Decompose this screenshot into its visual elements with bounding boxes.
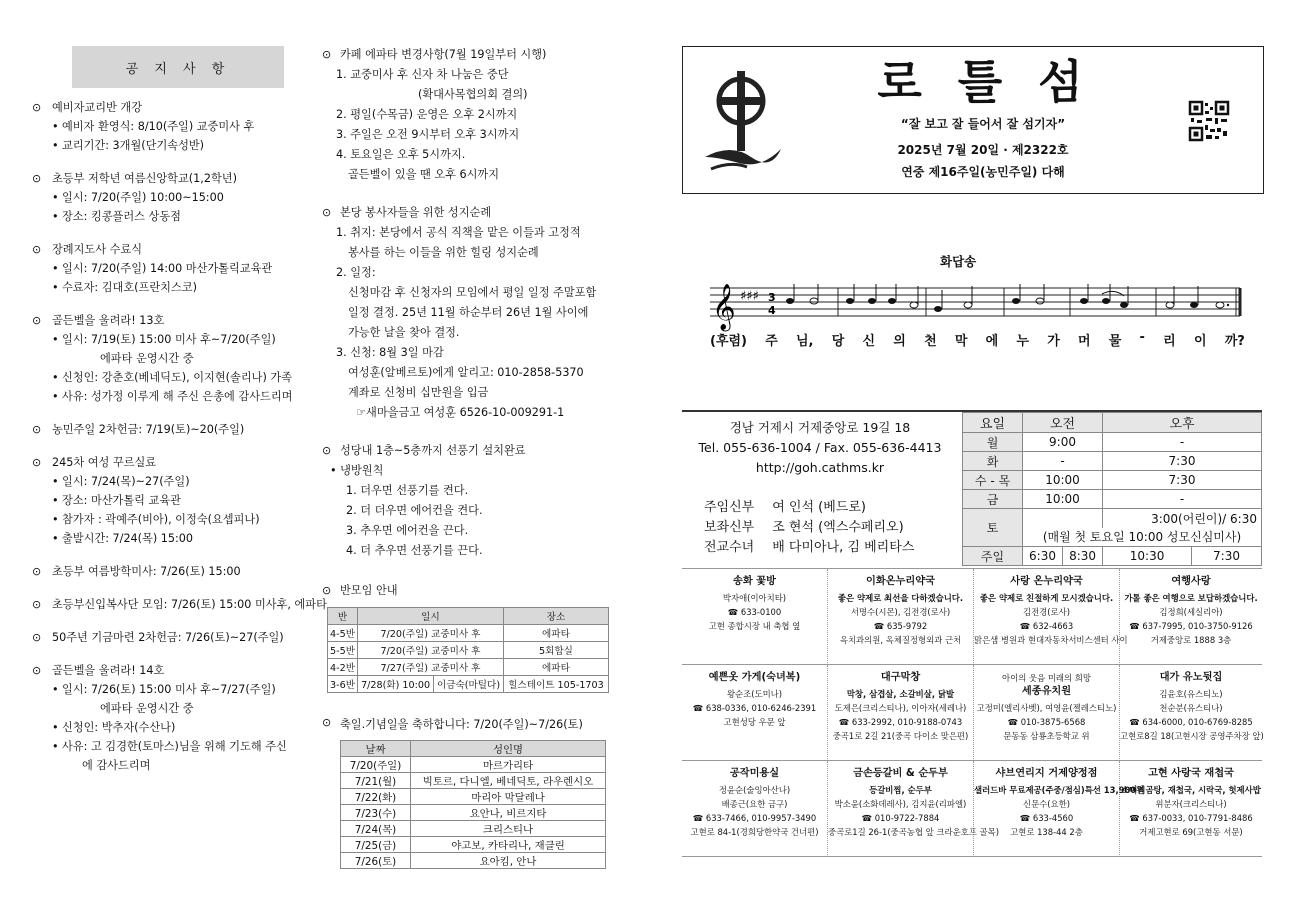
masthead-title: 로 틀 섬 xyxy=(877,55,1093,109)
lyric-syllable: 의 xyxy=(893,334,906,349)
pilgrimage-line: 신청마감 후 신청자의 모임에서 평일 일정 주말포함 xyxy=(348,286,597,299)
ad-line: 천순분(유스티나) xyxy=(1159,703,1223,713)
ad-line: 서명수(시몬), 김전경(로사) xyxy=(850,607,951,617)
bullet-icon: ⊙ xyxy=(322,716,332,729)
ad-line: 맑은샘 병원과 현대자동차서비스센터 사이 xyxy=(974,635,1128,645)
notice-heading: 50주년 기금마련 2차헌금: 7/26(토)~27(주일) xyxy=(52,631,284,644)
notice-item: • 장소: 킹콩플러스 상동점 xyxy=(32,207,322,226)
ad-slogan: 등갈비찜, 순두부 xyxy=(869,785,932,795)
notice-item: • 신청인: 박추자(수산나) xyxy=(32,718,322,737)
feast-heading: 축일.기념일을 축하합니다: 7/20(주일)~7/26(토) xyxy=(340,718,583,731)
feast-header: 날짜 xyxy=(341,741,411,757)
cafe-line: 2. 평일(수목금) 운영은 오후 2시까지 xyxy=(336,108,518,121)
pilgrimage-line: 3. 신청: 8월 3일 마감 xyxy=(336,346,444,359)
svg-text:3: 3 xyxy=(768,291,776,304)
psalm-title: 화답송 xyxy=(940,254,977,269)
fan-section xyxy=(322,441,630,461)
groups-header: 장소 xyxy=(503,608,608,625)
ad-line: ☎ 637-7995, 010-3750-9126 xyxy=(1129,621,1253,631)
table-row: 7/24(목) 크리스티나 xyxy=(341,821,606,837)
ad-name: 고현 사랑국 재첩국 xyxy=(1148,768,1234,779)
parish-phone: Tel. 055-636-1004 / Fax. 055-636-4413 xyxy=(698,440,942,455)
notice-title: 공 지 사 항 xyxy=(72,46,284,88)
notice-continuation: 에파타 운영시간 중 xyxy=(100,702,194,715)
notice-item-text: 신청인: 박추자(수산나) xyxy=(62,721,176,734)
bullet-icon: ⊙ xyxy=(32,172,42,185)
lyric-syllable: (후렴) xyxy=(710,334,747,349)
ad-name: 이화온누리약국 xyxy=(866,576,935,587)
cafe-line: 골든벨이 있을 땐 오후 6시까지 xyxy=(348,168,500,181)
notice-continuation: 에파타 운영시간 중 xyxy=(100,352,194,365)
lyric-syllable: - xyxy=(1139,330,1145,345)
qr-code-icon xyxy=(1189,101,1229,141)
ad-line: 고정미(엘리사벳), 여영윤(젤레스티노) xyxy=(976,703,1117,713)
lyric-syllable: 에 xyxy=(985,334,999,349)
ad-line: ☎ 633-4560 xyxy=(1019,813,1074,823)
notice-heading: 골든벨을 울려라! 13호 xyxy=(52,314,165,327)
parish-info xyxy=(682,410,1262,566)
table-row: 7/21(월) 빅토르, 다니엘, 베네딕토, 라우렌시오 xyxy=(341,773,606,789)
ad-line: 중곡로1길 26-1(중곡농협 앞 크라운호프 골목) xyxy=(828,827,999,837)
ad-grid xyxy=(682,568,1262,857)
bullet-icon: ⊙ xyxy=(32,243,42,256)
notice-section xyxy=(32,595,327,614)
bullet-icon: ⊙ xyxy=(322,48,332,61)
staff-row: 보좌신부 조 현석 (엑스수페리오) xyxy=(704,520,904,535)
feast-section xyxy=(322,716,583,732)
table-row: 5-5반 7/20(주일) 교중미사 후 5회합실 xyxy=(328,642,609,659)
ad-card xyxy=(974,665,1120,761)
ad-line: 박소윤(소화데레사), 김지윤(리파엘) xyxy=(834,799,967,809)
feast-header: 성인명 xyxy=(411,741,606,757)
ad-line: 정윤순(술잉아산나) xyxy=(718,785,791,795)
groups-header: 반 xyxy=(328,608,358,625)
notice-heading: 초등부 저학년 여름신앙학교(1,2학년) xyxy=(52,172,237,185)
lyric-syllable: 리 xyxy=(1163,334,1176,349)
ad-line: ☎ 633-0100 xyxy=(727,607,782,617)
ad-line: 고현로 84-1(경희당한약국 건너편) xyxy=(690,827,819,837)
notice-section xyxy=(32,628,322,647)
ad-line: 김윤호(유스티노) xyxy=(1159,689,1223,699)
lyric-syllable: 당 xyxy=(831,334,845,349)
ad-card xyxy=(828,761,999,857)
table-row: 7/26(토) 요아킴, 안나 xyxy=(341,853,606,869)
ad-slogan: 소머리곰탕, 재첩국, 시락국, 헛제사밥 xyxy=(1121,785,1261,795)
notice-heading: 골든벨을 울려라! 14호 xyxy=(52,664,165,677)
notice-item-text: 장소: 킹콩플러스 상동점 xyxy=(62,210,181,223)
ad-line: ☎ 010-3875-6568 xyxy=(1007,717,1086,727)
psalm-lyrics xyxy=(710,330,1245,349)
announcement-column xyxy=(322,45,630,601)
ad-line: 고현로 138-44 2층 xyxy=(1010,827,1083,837)
music-score xyxy=(710,280,1245,328)
ad-line: ☎ 637-0033, 010-7791-8486 xyxy=(1129,813,1253,823)
parish-contact xyxy=(682,418,958,478)
notice-item: • 신청인: 강춘호(베네딕도), 이지현(솔리나) 가족 xyxy=(32,368,322,387)
ad-line: ☎ 633-7466, 010-9957-3490 xyxy=(692,813,817,823)
ad-name: 대가 유노뒷집 xyxy=(1159,672,1223,683)
mass-schedule-table: 요일 오전 오후 월 9:00 - 화 - 7:30 수 - 목 10:00 7:30 금 10:00 - 토 3:00(어린이)/ 6:30 (매월 첫 토요일 10:00 성모신심미사) 주일 6:30 8:30 10:30 7:30 xyxy=(962,412,1262,566)
bullet-icon: ⊙ xyxy=(32,598,42,611)
notice-item: • 장소: 마산가톨릭 교육관 xyxy=(32,491,322,510)
ad-name: 샤브연리지 거제양정점 xyxy=(995,768,1098,779)
lyric-syllable: 이 xyxy=(1193,334,1207,349)
cafe-section xyxy=(322,45,630,65)
staff-row: 전교수녀 배 다미아나, 김 베리타스 xyxy=(704,540,915,555)
feast-table xyxy=(340,740,606,869)
ad-line: 거제중앙로 1888 3층 xyxy=(1150,635,1232,645)
pilgrimage-line: 2. 일정: xyxy=(336,266,376,279)
notice-heading: 초등부 여름방학미사: 7/26(토) 15:00 xyxy=(52,565,241,578)
lyric-syllable: 주 xyxy=(765,334,778,349)
notice-item-text: 수료자: 김대호(프란치스코) xyxy=(62,281,197,294)
ad-line: ☎ 633-2992, 010-9188-0743 xyxy=(838,717,963,727)
notice-item-text: 일시: 7/24(목)~27(주일) xyxy=(62,475,190,488)
pilgrimage-line: 가능한 날을 찾아 결정. xyxy=(348,326,460,339)
notice-item: • 일시: 7/24(목)~27(주일) xyxy=(32,472,322,491)
notice-item-text: 일시: 7/19(토) 15:00 미사 후~7/20(주일) xyxy=(62,333,276,346)
notice-item-text: 예비자 환영식: 8/10(주일) 교중미사 후 xyxy=(62,120,255,133)
ad-line: 김전경(로사) xyxy=(1023,607,1070,617)
fan-line: 2. 더 더우면 에어컨을 켠다. xyxy=(346,504,483,517)
ad-line: 문동동 삼룡초등학교 위 xyxy=(1003,731,1090,741)
table-row: 7/25(금) 야고보, 카타리나, 재클린 xyxy=(341,837,606,853)
ad-line: ☎ 638-0336, 010-6246-2391 xyxy=(692,703,817,713)
notice-heading: 장례지도사 수료식 xyxy=(52,243,143,256)
pilgrimage-heading: 본당 봉사자들을 위한 성지순례 xyxy=(340,206,492,219)
ad-card xyxy=(1120,569,1262,665)
notice-section xyxy=(32,661,322,775)
notice-item-text: 사유: 성가정 이루게 해 주신 은총에 감사드리며 xyxy=(62,390,293,403)
lyric-syllable: 머 xyxy=(1077,334,1091,349)
notice-item: • 사유: 고 김경한(토마스)님을 위해 기도해 주신 xyxy=(32,737,322,756)
pilgrimage-line: 봉사를 하는 이들을 위한 힐링 성지순례 xyxy=(348,246,539,259)
parish-staff xyxy=(704,498,914,558)
ad-card xyxy=(1120,665,1262,761)
ad-slogan: 가톨 좋은 여행으로 보답하겠습니다. xyxy=(1124,593,1258,603)
lyric-syllable: 신 xyxy=(862,334,876,349)
ad-line: 고현 종합시장 내 축협 옆 xyxy=(708,621,801,631)
lyric-syllable: 천 xyxy=(924,334,937,349)
groups-section xyxy=(322,581,630,601)
staff-row: 주임신부 여 인석 (베드로) xyxy=(704,500,866,515)
cross-logo-icon xyxy=(701,65,783,175)
notice-item-text: 일시: 7/20(주일) 10:00~15:00 xyxy=(62,191,224,204)
ad-name: 사랑 온누리약국 xyxy=(1010,576,1083,587)
bullet-icon: ⊙ xyxy=(32,565,42,578)
bullet-icon: ⊙ xyxy=(32,664,42,677)
ad-tagline: 아이의 웃음 미래의 희망 xyxy=(1002,673,1091,683)
notice-continuation: 에 감사드리며 xyxy=(82,759,151,772)
notice-section xyxy=(32,453,322,548)
groups-table xyxy=(327,607,609,693)
ad-slogan: 샐러드바 무료제공(주중/점심)특선 13,900원 xyxy=(974,785,1145,795)
svg-text:♯♯♯: ♯♯♯ xyxy=(740,289,759,304)
notice-item-text: 일시: 7/20(주일) 14:00 마산가톨릭교육관 xyxy=(62,262,273,275)
masthead xyxy=(682,46,1264,194)
pilgrimage-line: 여성훈(알베르토)에게 알리고: 010-2858-5370 xyxy=(348,366,584,379)
notice-item-text: 참가자 : 곽예주(비아), 이정숙(요셉피나) xyxy=(62,513,260,526)
ad-line: 박자애(이아치타) xyxy=(722,593,787,603)
notice-item: • 교리기간: 3개월(단기속성반) xyxy=(32,136,322,155)
fan-subhead: • 냉방원칙 xyxy=(330,464,384,477)
ad-name: 여행사랑 xyxy=(1171,576,1211,587)
ad-name: 송화 꽃방 xyxy=(733,576,776,587)
ad-name: 금손등갈비 & 순두부 xyxy=(853,768,948,779)
bullet-icon: ⊙ xyxy=(32,101,42,114)
table-row: 수 - 목 10:00 7:30 xyxy=(963,471,1262,490)
cafe-line: 3. 주일은 오전 9시부터 오후 3시까지 xyxy=(336,128,520,141)
notice-item: • 예비자 환영식: 8/10(주일) 교중미사 후 xyxy=(32,117,322,136)
cafe-heading: 카페 에파타 변경사항(7월 19일부터 시행) xyxy=(340,48,547,61)
ad-name: 공작미용실 xyxy=(729,768,780,779)
cafe-line: 4. 토요일은 오후 5시까지. xyxy=(336,148,466,161)
sponsor-ads xyxy=(682,568,1262,857)
notice-section xyxy=(32,311,322,406)
ad-card xyxy=(974,761,1145,857)
lyric-syllable: 가 xyxy=(1047,334,1060,349)
notice-heading: 예비자교리반 개강 xyxy=(52,101,143,114)
ad-line: 왕순조(도미나) xyxy=(726,689,783,699)
masthead-motto: “잘 보고 잘 들어서 잘 섬기자” xyxy=(900,117,1066,131)
notice-section xyxy=(32,562,322,581)
ad-line: 옥치과의원, 옥체질정형외과 근처 xyxy=(839,635,962,645)
notice-item: • 출발시간: 7/24(목) 15:00 xyxy=(32,529,322,548)
pilgrimage-line: 1. 취지: 본당에서 공식 직책을 맡은 이들과 고정적 xyxy=(336,226,581,239)
ad-slogan: 좋은 약제로 친절하게 모시겠습니다. xyxy=(979,593,1114,603)
cafe-line: 1. 교중미사 후 신자 차 나눔은 중단 xyxy=(336,68,509,81)
table-row: 4-5반 7/20(주일) 교중미사 후 에파타 xyxy=(328,625,609,642)
ad-line: 배종근(요한 금구) xyxy=(721,799,788,809)
ad-line: ☎ 635-9792 xyxy=(873,621,928,631)
table-row: 월 9:00 - xyxy=(963,433,1262,452)
lyric-syllable: 물 xyxy=(1108,334,1122,349)
table-row: 7/20(주일) 마르가리타 xyxy=(341,757,606,773)
notice-column xyxy=(32,98,327,789)
bullet-icon: ⊙ xyxy=(322,584,332,597)
ad-line: 김정희(세실리아) xyxy=(1159,607,1223,617)
bullet-icon: ⊙ xyxy=(322,444,332,457)
ad-name: 대구막창 xyxy=(880,672,921,683)
notice-item-text: 신청인: 강춘호(베네딕도), 이지현(솔리나) 가족 xyxy=(62,371,292,384)
table-row: 7/23(수) 요안나, 비르지타 xyxy=(341,805,606,821)
ad-card xyxy=(974,569,1128,665)
table-row: 4-2반 7/27(주일) 교중미사 후 에파타 xyxy=(328,659,609,676)
ad-line: 중곡1로 2길 21(중곡 다이소 맞은편) xyxy=(832,731,969,741)
ad-line: 고현로8길 18(고현시장 공영주차장 앞) xyxy=(1120,731,1264,741)
ad-name: 예쁜옷 가게(숙녀복) xyxy=(708,672,801,683)
table-row: 3-6반 7/28(화) 10:00 이금숙(마틸다) 힐스테이트 105-1703 xyxy=(328,676,609,693)
notice-section xyxy=(32,169,322,226)
bullet-icon: ⊙ xyxy=(322,206,332,219)
table-row: 주일 6:30 8:30 10:30 7:30 xyxy=(963,547,1262,566)
pilgrimage-section xyxy=(322,203,630,223)
cafe-line: (확대사목협의회 결의) xyxy=(418,88,528,101)
ad-slogan: 막창, 삼겹살, 소갈비살, 닭발 xyxy=(846,689,955,699)
fan-line: 3. 추우면 에어컨을 끈다. xyxy=(346,524,469,537)
notice-item: • 일시: 7/19(토) 15:00 미사 후~7/20(주일) xyxy=(32,330,322,349)
lyric-syllable: 막 xyxy=(954,334,968,349)
fan-subhead-text: 냉방원칙 xyxy=(340,464,384,477)
ad-line: ☎ 632-4663 xyxy=(1019,621,1074,631)
fan-heading: 성당내 1층~5층까지 선풍기 설치완료 xyxy=(340,444,526,457)
notice-section xyxy=(32,420,322,439)
notice-item: • 수료자: 김대호(프란치스코) xyxy=(32,278,322,297)
groups-heading: 반모임 안내 xyxy=(340,584,398,597)
lyric-syllable: 누 xyxy=(1016,334,1029,349)
ad-line: 거제고현로 69(고현동 서문) xyxy=(1139,827,1243,837)
ad-card xyxy=(1120,761,1262,857)
ad-line: 신문수(요한) xyxy=(1023,799,1070,809)
notice-item-text: 교리기간: 3개월(단기속성반) xyxy=(62,139,205,152)
table-row: (매월 첫 토요일 10:00 성모신심미사) xyxy=(963,528,1262,547)
notice-heading: 245차 여성 꾸르실료 xyxy=(52,456,157,469)
ad-line: ☎ 634-6000, 010-6769-8285 xyxy=(1129,717,1253,727)
bullet-icon: ⊙ xyxy=(32,456,42,469)
ad-name: 세종유치원 xyxy=(1021,686,1072,697)
table-row: 금 10:00 - xyxy=(963,490,1262,509)
ad-card xyxy=(682,761,828,857)
lyric-syllable: 까? xyxy=(1224,334,1245,349)
pilgrimage-line: 일정 결정. 25년 11월 하순부터 26년 1월 사이에 xyxy=(348,306,589,319)
liturgical-day: 연중 제16주일(농민주일) 다해 xyxy=(901,165,1065,179)
notice-item-text: 출발시간: 7/24(목) 15:00 xyxy=(62,532,194,545)
ad-card xyxy=(828,665,974,761)
notice-section xyxy=(32,240,322,297)
pilgrimage-line: 계좌로 신청비 십만원을 입금 xyxy=(348,386,489,399)
ad-line: 위분자(크리스티나) xyxy=(1155,799,1227,809)
issue-date: 2025년 7월 20일 · 제2322호 xyxy=(897,143,1069,157)
ad-card xyxy=(682,569,828,665)
ad-line: 고현성당 우문 앞 xyxy=(723,717,786,727)
notice-item: • 일시: 7/20(주일) 10:00~15:00 xyxy=(32,188,322,207)
table-row: 7/22(화) 마리아 막달레나 xyxy=(341,789,606,805)
notice-item: • 일시: 7/20(주일) 14:00 마산가톨릭교육관 xyxy=(32,259,322,278)
parish-address: 경남 거제시 거제중앙로 19길 18 xyxy=(729,420,911,435)
notice-item-text: 사유: 고 김경한(토마스)님을 위해 기도해 주신 xyxy=(62,740,287,753)
notice-item: • 일시: 7/26(토) 15:00 미사 후~7/27(주일) xyxy=(32,680,322,699)
notice-item: • 사유: 성가정 이루게 해 주신 은총에 감사드리며 xyxy=(32,387,322,406)
notice-heading: 초등부신입복사단 모임: 7/26(토) 15:00 미사후, 에파타 xyxy=(52,598,327,611)
groups-header: 일시 xyxy=(358,608,504,625)
pilgrimage-account: ☞새마을금고 여성훈 6526-10-009291-1 xyxy=(356,406,565,419)
lyric-syllable: 님, xyxy=(796,334,814,349)
fan-line: 4. 더 추우면 선풍기를 끈다. xyxy=(346,544,483,557)
bullet-icon: ⊙ xyxy=(32,423,42,436)
ad-card xyxy=(828,569,974,665)
ad-card xyxy=(682,665,828,761)
fan-line: 1. 더우면 선풍기를 켠다. xyxy=(346,484,469,497)
notice-item-text: 장소: 마산가톨릭 교육관 xyxy=(62,494,181,507)
bullet-icon: ⊙ xyxy=(32,314,42,327)
notice-heading: 농민주일 2차헌금: 7/19(토)~20(주일) xyxy=(52,423,245,436)
bullet-icon: ⊙ xyxy=(32,631,42,644)
ad-line: ☎ 010-9722-7884 xyxy=(861,813,940,823)
ad-line: 도제은(크리스티나), 이아자(세레나) xyxy=(834,703,967,713)
notice-item: • 참가자 : 곽예주(비아), 이정숙(요셉피나) xyxy=(32,510,322,529)
parish-website: http://goh.cathms.kr xyxy=(755,460,885,475)
notice-item-text: 일시: 7/26(토) 15:00 미사 후~7/27(주일) xyxy=(62,683,276,696)
svg-text:𝄞: 𝄞 xyxy=(712,284,736,330)
notice-section xyxy=(32,98,322,155)
table-row: 토 3:00(어린이)/ 6:30 xyxy=(963,509,1262,528)
svg-text:4: 4 xyxy=(768,304,776,317)
ad-slogan: 좋은 약제로 최선을 다하겠습니다. xyxy=(837,593,964,603)
table-row: 화 - 7:30 xyxy=(963,452,1262,471)
